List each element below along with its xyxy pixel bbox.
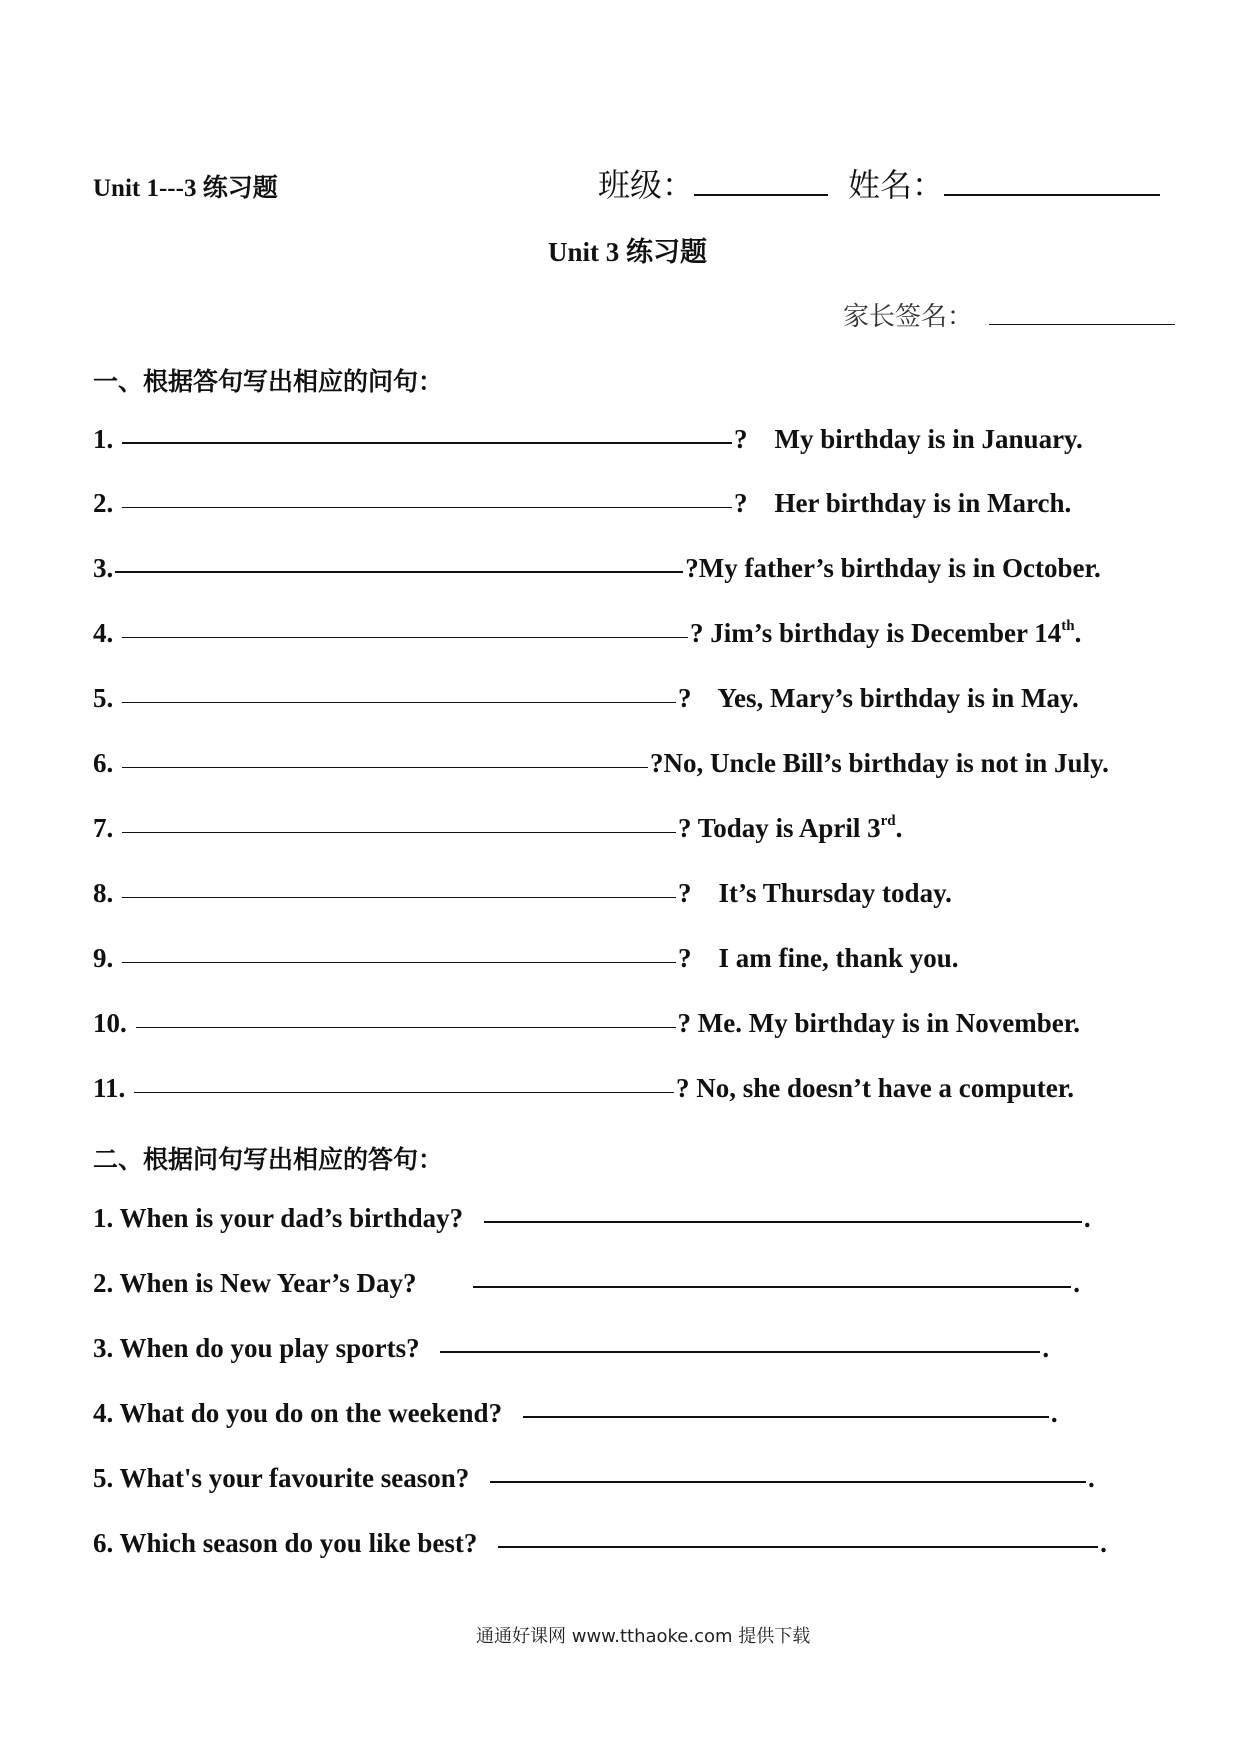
question-text: 5. What's your favourite season? [93, 1463, 470, 1493]
question-text: 2. When is New Year’s Day? [93, 1268, 417, 1298]
a4-blank[interactable] [523, 1416, 1049, 1418]
question-text: 1. When is your dad’s birthday? [93, 1203, 464, 1233]
item-number: 10. [93, 1008, 127, 1038]
period: . [1050, 1398, 1058, 1428]
answer-text: ? Today is April 3 [678, 813, 881, 843]
q4-row [93, 618, 1081, 649]
q6-row [93, 748, 1109, 779]
item-number: 6. [93, 748, 114, 778]
question-text: 4. What do you do on the weekend? [93, 1398, 503, 1428]
a2-row [93, 1268, 1080, 1299]
a5-blank[interactable] [490, 1481, 1086, 1483]
footer-text: 通通好课网 www.tthaoke.com 提供下载 [476, 1626, 811, 1647]
a2-blank[interactable] [473, 1286, 1071, 1288]
name-label: 姓名： [848, 166, 945, 204]
answer-text: ? No, she doesn’t have a computer. [676, 1073, 1075, 1103]
item-number: 2. [93, 488, 114, 518]
class-field [598, 160, 828, 206]
a5-row [93, 1463, 1095, 1494]
unit-range-title: Unit 1---3 练习题 [93, 175, 278, 202]
item-number: 3. [93, 553, 114, 583]
q2-row [93, 488, 1071, 519]
q2-blank[interactable] [122, 507, 732, 508]
period: . [1088, 1463, 1095, 1493]
a6-blank[interactable] [498, 1546, 1098, 1548]
item-number: 9. [93, 943, 114, 973]
class-label: 班级： [598, 166, 695, 204]
q7-blank[interactable] [122, 832, 676, 833]
parent-sign-label: 家长签名： [843, 302, 974, 332]
q10-row [93, 1008, 1080, 1039]
answer-text: ? Yes, Mary’s birthday is in May. [678, 683, 1079, 713]
parent-sign-blank[interactable] [989, 324, 1175, 325]
section1-heading: 一、根据答句写出相应的问句： [93, 367, 444, 396]
item-number: 7. [93, 813, 114, 843]
q11-blank[interactable] [134, 1092, 674, 1093]
parent-sign-field [843, 296, 1175, 333]
q1-row [93, 424, 1083, 455]
q9-blank[interactable] [122, 962, 676, 963]
ordinal-suffix: th [1061, 618, 1075, 634]
answer-text: ? Her birthday is in March. [734, 488, 1072, 518]
item-number: 5. [93, 683, 114, 713]
q5-blank[interactable] [122, 702, 676, 703]
a3-blank[interactable] [440, 1351, 1040, 1353]
period: . [1042, 1333, 1050, 1363]
q5-row [93, 683, 1079, 714]
a6-row [93, 1528, 1107, 1559]
q3-row [93, 553, 1101, 584]
name-blank[interactable] [944, 194, 1160, 196]
item-number: 1. [93, 424, 114, 454]
ordinal-suffix: rd [880, 813, 896, 829]
a1-blank[interactable] [484, 1221, 1082, 1223]
answer-text: ? I am fine, thank you. [678, 943, 959, 973]
q6-blank[interactable] [122, 767, 648, 768]
answer-text: ? My birthday is in January. [734, 424, 1083, 454]
answer-text: ?My father’s birthday is in October. [685, 553, 1101, 583]
item-number: 11. [93, 1073, 126, 1103]
period: . [1083, 1203, 1091, 1233]
q7-row [93, 813, 902, 844]
item-number: 8. [93, 878, 114, 908]
period: . [1100, 1528, 1107, 1558]
period: . [1073, 1268, 1080, 1298]
q10-blank[interactable] [136, 1027, 676, 1028]
period: . [895, 813, 903, 843]
answer-text: ? Jim’s birthday is December 14 [690, 618, 1062, 648]
q8-blank[interactable] [122, 897, 676, 898]
a3-row [93, 1333, 1049, 1364]
q9-row [93, 943, 959, 974]
period: . [1074, 618, 1082, 648]
answer-text: ?No, Uncle Bill’s birthday is not in July. [650, 748, 1109, 778]
section2-heading: 二、根据问句写出相应的答句： [93, 1145, 444, 1174]
item-number: 4. [93, 618, 114, 648]
a1-row [93, 1203, 1091, 1234]
name-field [848, 160, 1160, 206]
q4-blank[interactable] [122, 637, 688, 638]
a4-row [93, 1398, 1058, 1429]
class-blank[interactable] [694, 194, 828, 196]
page-subtitle: Unit 3 练习题 [548, 237, 708, 267]
question-text: 3. When do you play sports? [93, 1333, 420, 1363]
answer-text: ? Me. My birthday is in November. [677, 1008, 1080, 1038]
q1-blank[interactable] [122, 442, 732, 444]
question-text: 6. Which season do you like best? [93, 1528, 478, 1558]
q3-blank[interactable] [115, 571, 683, 573]
q11-row [93, 1073, 1074, 1104]
q8-row [93, 878, 952, 909]
answer-text: ? It’s Thursday today. [678, 878, 952, 908]
